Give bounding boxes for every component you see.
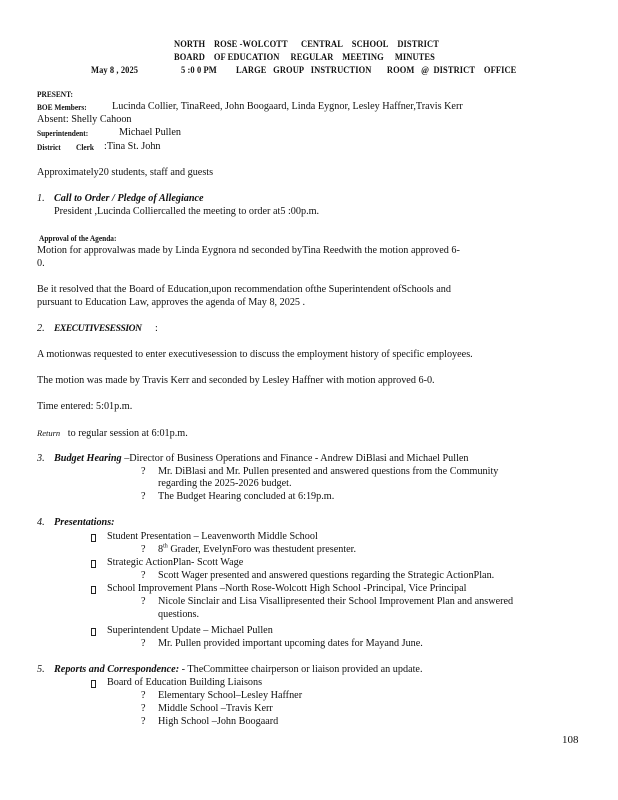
- budget-item-1-line-2: regarding the 2025-2026 budget.: [158, 478, 292, 489]
- call-to-order-text: President ,Lucinda Colliercalled the meeting to order at5 :00p.m.: [54, 206, 320, 217]
- bullet-box-icon: [91, 680, 96, 688]
- absent-members: Absent: Shelly Cahoon: [37, 114, 132, 125]
- header-meeting-title: BOARD OF EDUCATION REGULAR MEETING MINUTES: [174, 52, 435, 62]
- header-meeting-location: LARGE GROUP INSTRUCTION ROOM @ DISTRICT OFFICE: [236, 65, 517, 75]
- section-2-heading: [37, 323, 142, 336]
- header-district-name: NORTH ROSE -WOLCOTT CENTRAL SCHOOL DISTRICT: [174, 39, 439, 49]
- section-text: - TheCommittee chairperson or liaison provided an update.: [181, 664, 423, 675]
- section-title: Call to Order / Pledge of Allegiance: [54, 193, 204, 204]
- return-to-session: [37, 427, 188, 441]
- page-number: 108: [562, 734, 579, 746]
- time-entered: Time entered: 5:01p.m.: [37, 401, 133, 412]
- bullet-box-icon: [91, 560, 96, 568]
- superintendent-name: Michael Pullen: [119, 127, 181, 138]
- liaison-item: High School –John Boogaard: [158, 716, 279, 727]
- presentation-item: Mr. Pullen provided important upcoming dates for Mayand June.: [158, 638, 423, 649]
- section-number: 5.: [37, 664, 45, 675]
- executive-session-motion: The motion was made by Travis Kerr and seconded by Lesley Haffner with motion approved 6-0.: [37, 375, 435, 386]
- bullet-question-icon: ?: [141, 638, 146, 649]
- section-title: Budget Hearing: [54, 453, 122, 464]
- bullet-question-icon: ?: [141, 570, 146, 581]
- presentation-item-continued: questions.: [158, 609, 200, 620]
- bullet-question-icon: ?: [141, 690, 146, 701]
- present-label: PRESENT:: [37, 90, 73, 99]
- bullet-question-icon: ?: [141, 596, 146, 607]
- bullet-box-icon: [91, 586, 96, 594]
- district-clerk-name: :Tina St. John: [104, 141, 161, 152]
- section-number: 4.: [37, 517, 45, 528]
- presentation-group-label: Superintendent Update – Michael Pullen: [107, 625, 273, 636]
- bullet-question-icon: ?: [141, 491, 146, 502]
- section-title: Presentations:: [54, 517, 115, 528]
- resolution-line-2: pursuant to Education Law, approves the agenda of May 8, 2025 .: [37, 297, 306, 308]
- approval-motion-line-1: Motion for approvalwas made by Linda Eygnora nd seconded byTina Reedwith the motion approved 6-: [37, 245, 460, 256]
- district-clerk-label: District: [37, 143, 61, 152]
- section-1-heading: [37, 193, 204, 206]
- section-number: 2.: [37, 323, 45, 334]
- liaison-item: Elementary School–Lesley Haffner: [158, 690, 303, 701]
- executive-session-request: A motionwas requested to enter executivesession to discuss the employment history of specific employees.: [37, 349, 473, 360]
- presentation-group-label: School Improvement Plans –North Rose-Wolcott High School -Principal, Vice Principal: [107, 583, 467, 594]
- budget-item-2: The Budget Hearing concluded at 6:19p.m.: [158, 491, 335, 502]
- return-label: Return: [37, 428, 61, 438]
- presentation-group-label: Strategic ActionPlan- Scott Wage: [107, 557, 244, 568]
- presentation-item: 8th Grader, EvelynForo was thestudent presenter.: [158, 543, 357, 555]
- bullet-question-icon: ?: [141, 544, 146, 555]
- budget-item-1-line-1: Mr. DiBlasi and Mr. Pullen presented and answered questions from the Community: [158, 466, 499, 477]
- boe-members: Lucinda Collier, TinaReed, John Boogaard, Linda Eygnor, Lesley Haffner,Travis Kerr: [112, 101, 463, 112]
- approval-motion-line-2: 0.: [37, 258, 45, 269]
- header-meeting-date: May 8 , 2025: [91, 65, 139, 75]
- section-number: 1.: [37, 193, 45, 204]
- approval-of-agenda-label: Approval of the Agenda:: [39, 234, 117, 243]
- bullet-question-icon: ?: [141, 466, 146, 477]
- presentation-item: Scott Wager presented and answered questions regarding the Strategic ActionPlan.: [158, 570, 495, 581]
- resolution-line-1: Be it resolved that the Board of Education,upon recommendation ofthe Superintendent ofSchools and: [37, 284, 451, 295]
- bullet-question-icon: ?: [141, 716, 146, 727]
- liaison-item: Middle School –Travis Kerr: [158, 703, 273, 714]
- presentation-item: Nicole Sinclair and Lisa Visallipresented their School Improvement Plan and answered: [158, 596, 514, 607]
- bullet-box-icon: [91, 628, 96, 636]
- section-3-heading: [37, 453, 469, 466]
- boe-members-label: BOE Members:: [37, 103, 87, 112]
- section-5-heading: [37, 664, 423, 677]
- section-2-colon: :: [155, 323, 158, 334]
- superintendent-label: Superintendent:: [37, 129, 89, 138]
- section-title: EXECUTIVESESSION: [54, 324, 142, 334]
- liaisons-group-label: Board of Education Building Liaisons: [107, 677, 263, 688]
- district-clerk-label-2: Clerk: [76, 143, 95, 152]
- presentation-group-label: Student Presentation – Leavenworth Middle School: [107, 531, 318, 542]
- section-title: Reports and Correspondence:: [54, 664, 180, 675]
- section-4-heading: [37, 517, 115, 530]
- guests-count: Approximately20 students, staff and guests: [37, 167, 214, 178]
- header-meeting-time: 5 :0 0 PM: [181, 65, 217, 75]
- section-subtitle: –Director of Business Operations and Finance - Andrew DiBlasi and Michael Pullen: [124, 453, 469, 464]
- bullet-box-icon: [91, 534, 96, 542]
- return-text: to regular session at 6:01p.m.: [67, 428, 188, 439]
- section-number: 3.: [37, 453, 45, 464]
- bullet-question-icon: ?: [141, 703, 146, 714]
